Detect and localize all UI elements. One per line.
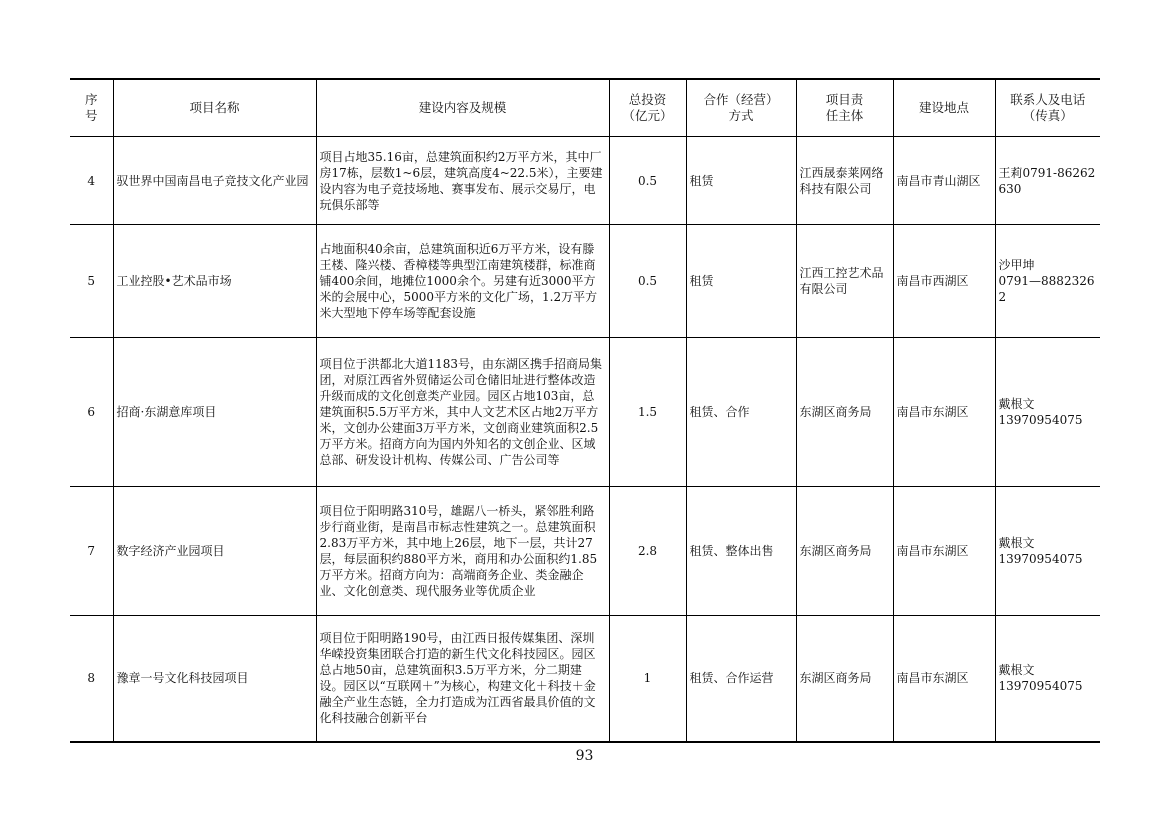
cell-scale: 项目位于洪都北大道1183号，由东湖区携手招商局集团，对原江西省外贸储运公司仓储旧址进行整体改造升级而成的文化创意类产业园。园区占地103亩，总建筑面积5.5万平方米，其中人文艺术区占地2万平方米，文创办公建面3万平方米，文创商业建筑面积2.5万平方米。招商方向为国内外知名的文创企业、区域总部、研发设计机构、传媒公司、广告公司等: [316, 338, 609, 487]
cell-owner: 东湖区商务局: [796, 487, 893, 616]
cell-contact: 王莉0791-86262630: [995, 137, 1100, 225]
cell-contact: 戴根文 13970954075: [995, 487, 1100, 616]
cell-no: 8: [70, 616, 113, 742]
table-row: [70, 616, 1100, 742]
cell-mode: 租赁、整体出售: [686, 487, 796, 616]
cell-invest: 1: [609, 616, 686, 742]
cell-name: 数字经济产业园项目: [113, 487, 316, 616]
cell-no: 4: [70, 137, 113, 225]
header-mode-text: 合作（经营） 方式: [703, 92, 779, 123]
cell-name: 豫章一号文化科技园项目: [113, 616, 316, 742]
cell-invest: 0.5: [609, 137, 686, 225]
header-no-text: 序 号: [84, 92, 98, 123]
cell-scale: 项目位于阳明路310号，雄踞八一桥头，紧邻胜利路步行商业街，是南昌市标志性建筑之一。总建筑面积2.83万平方米，其中地上26层，地下一层，共计27层，每层面积约880平方米，商用和办公面积约1.85万平方米。招商方向为：高端商务企业、类金融企业、文化创意类、现代服务业等优质企业: [316, 487, 609, 616]
header-location: [893, 79, 995, 137]
page-number: 93: [575, 748, 594, 764]
cell-location: 南昌市西湖区: [893, 225, 995, 338]
cell-scale: 占地面积40余亩，总建筑面积近6万平方米，设有滕王楼、隆兴楼、香樟楼等典型江南建筑楼群，标准商铺400余间，地摊位1000余个。另建有近3000平方米的会展中心，5000平方米的文化广场，1.2万平方米大型地下停车场等配套设施: [316, 225, 609, 338]
cell-mode: 租赁: [686, 225, 796, 338]
cell-invest: 0.5: [609, 225, 686, 338]
header-owner-text: 项目责 任主体: [825, 92, 864, 123]
cell-contact: 戴根文 13970954075: [995, 338, 1100, 487]
cell-contact: 沙甲坤 0791—88823262: [995, 225, 1100, 338]
header-no: [70, 79, 113, 137]
cell-name: 招商·东湖意库项目: [113, 338, 316, 487]
cell-invest: 1.5: [609, 338, 686, 487]
header-contact: [995, 79, 1100, 137]
header-location-text: 建设地点: [918, 100, 969, 115]
cell-name: 驭世界中国南昌电子竞技文化产业园: [113, 137, 316, 225]
cell-invest: 2.8: [609, 487, 686, 616]
cell-mode: 租赁、合作: [686, 338, 796, 487]
header-owner: [796, 79, 893, 137]
cell-no: 5: [70, 225, 113, 338]
table-row: [70, 487, 1100, 616]
header-invest-text: 总投资 （亿元）: [622, 92, 673, 123]
cell-location: 南昌市东湖区: [893, 338, 995, 487]
table-row: [70, 137, 1100, 225]
table-row: [70, 225, 1100, 338]
cell-owner: 江西晟泰莱网络科技有限公司: [796, 137, 893, 225]
cell-mode: 租赁、合作运营: [686, 616, 796, 742]
cell-mode: 租赁: [686, 137, 796, 225]
header-scale: [316, 79, 609, 137]
cell-no: 6: [70, 338, 113, 487]
table-header-row: [70, 79, 1100, 137]
cell-contact: 戴根文 13970954075: [995, 616, 1100, 742]
cell-owner: 东湖区商务局: [796, 616, 893, 742]
header-name: [113, 79, 316, 137]
cell-owner: 江西工控艺术品有限公司: [796, 225, 893, 338]
cell-owner: 东湖区商务局: [796, 338, 893, 487]
cell-scale: 项目位于阳明路190号，由江西日报传媒集团、深圳华嵘投资集团联合打造的新生代文化科技园区。园区总占地50亩，总建筑面积3.5万平方米，分二期建设。园区以“互联网＋”为核心，构建文化＋科技＋金融全产业生态链，全力打造成为江西省最具价值的文化科技融合创新平台: [316, 616, 609, 742]
project-table: [70, 78, 1100, 743]
header-invest: [609, 79, 686, 137]
cell-scale: 项目占地35.16亩，总建筑面积约2万平方米，其中厂房17栋，层数1~6层，建筑高度4~22.5米），主要建设内容为电子竞技场地、赛事发布、展示交易厅，电玩俱乐部等: [316, 137, 609, 225]
header-scale-text: 建设内容及规模: [418, 100, 507, 115]
header-contact-text: 联系人及电话 （传真）: [1010, 92, 1086, 123]
header-name-text: 项目名称: [189, 100, 240, 115]
header-mode: [686, 79, 796, 137]
table-row: [70, 338, 1100, 487]
cell-location: 南昌市东湖区: [893, 616, 995, 742]
cell-no: 7: [70, 487, 113, 616]
cell-location: 南昌市东湖区: [893, 487, 995, 616]
cell-name: 工业控股•艺术品市场: [113, 225, 316, 338]
cell-location: 南昌市青山湖区: [893, 137, 995, 225]
